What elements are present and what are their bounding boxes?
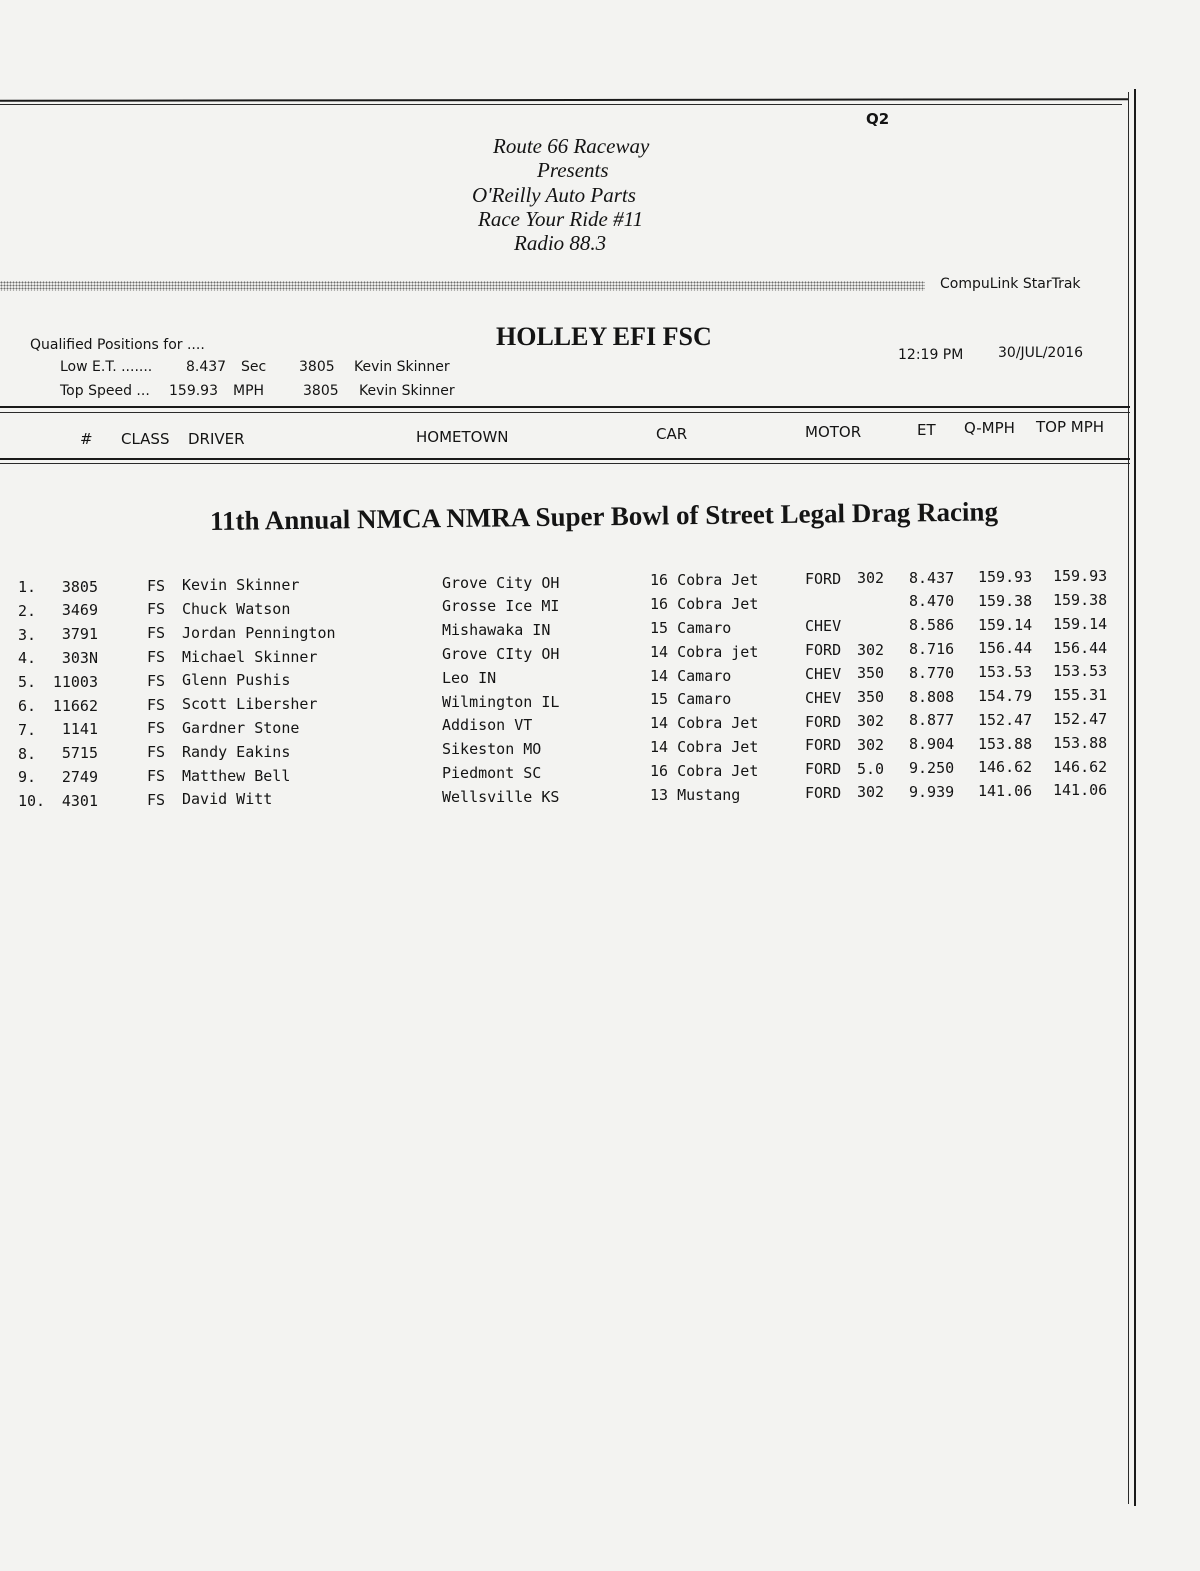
row-motor-engine: 302 (857, 640, 885, 659)
row-driver: Gardner Stone (182, 719, 300, 738)
top-speed-car-number: 3805 (303, 383, 339, 399)
column-header-q-mph: Q-MPH (964, 419, 1015, 437)
row-car-number: 303N (61, 649, 98, 668)
frame-right-line-inner (1128, 92, 1129, 1504)
row-class: FS (147, 600, 166, 619)
row-car: 14 Camaro (650, 666, 732, 685)
row-motor-engine: 350 (857, 688, 885, 707)
row-position: 3. (18, 625, 37, 644)
row-car: 15 Camaro (650, 618, 732, 637)
row-driver: Chuck Watson (182, 600, 291, 619)
row-hometown: Leo IN (442, 668, 497, 687)
row-top-mph: 159.38 (1053, 590, 1108, 609)
top-speed-label: Top Speed ... (60, 383, 150, 399)
row-q-mph: 141.06 (978, 782, 1033, 801)
row-motor-engine: 5.0 (857, 759, 885, 778)
row-et: 8.808 (909, 687, 955, 706)
row-position: 8. (18, 744, 37, 763)
row-car-number: 3791 (61, 625, 98, 644)
sponsor-line-5: Radio 88.3 (514, 231, 607, 255)
row-driver: Jordan Pennington (182, 623, 336, 642)
row-motor-make: FORD (805, 783, 842, 802)
row-driver: Scott Libersher (182, 695, 318, 714)
top-speed-unit: MPH (233, 383, 265, 399)
row-class: FS (147, 576, 166, 595)
column-header-top-mph: TOP MPH (1036, 418, 1105, 436)
row-top-mph: 152.47 (1053, 709, 1108, 728)
row-hometown: Grove City OH (442, 573, 560, 592)
sponsor-line-3: O'Reilly Auto Parts (472, 183, 636, 207)
sponsor-line-2: Presents (537, 158, 609, 182)
row-car-number: 3805 (61, 577, 98, 596)
row-position: 7. (18, 720, 37, 739)
row-q-mph: 152.47 (978, 710, 1033, 729)
row-top-mph: 159.93 (1053, 567, 1108, 586)
column-header-driver: DRIVER (188, 430, 245, 448)
column-header-car: CAR (656, 425, 688, 443)
report-date: 30/JUL/2016 (998, 345, 1084, 361)
row-hometown: Mishawaka IN (442, 621, 551, 640)
top-speed-driver: Kevin Skinner (359, 383, 455, 399)
low-et-driver: Kevin Skinner (354, 359, 450, 375)
row-et: 8.904 (909, 735, 955, 754)
low-et-unit: Sec (241, 359, 267, 375)
row-motor-engine: 302 (857, 712, 885, 730)
row-class: FS (147, 767, 166, 786)
row-et: 8.877 (909, 711, 955, 730)
top-speed-value: 159.93 (169, 383, 218, 399)
sponsor-line-4: Race Your Ride #11 (478, 207, 644, 231)
sponsor-line-1: Route 66 Raceway (493, 134, 650, 158)
row-et: 8.770 (909, 663, 955, 682)
row-position: 5. (18, 673, 37, 692)
row-class: FS (147, 743, 166, 762)
row-motor-make: CHEV (805, 617, 842, 636)
event-title: 11th Annual NMCA NMRA Super Bowl of Street Legal Drag Racing (209, 496, 999, 536)
row-motor-engine: 302 (857, 783, 885, 802)
row-driver: David Witt (182, 790, 273, 809)
column-header-number: # (80, 430, 93, 448)
report-time: 12:19 PM (898, 347, 964, 363)
low-et-value: 8.437 (186, 359, 227, 375)
row-hometown: Wellsville KS (442, 787, 560, 806)
row-position: 4. (18, 649, 37, 668)
row-motor-make: FORD (805, 760, 842, 779)
row-class: FS (147, 695, 166, 714)
row-position: 1. (18, 578, 37, 596)
column-header-class: CLASS (121, 430, 170, 448)
row-top-mph: 156.44 (1053, 638, 1108, 657)
row-class: FS (147, 719, 166, 738)
row-car-number: 2749 (61, 768, 98, 787)
row-car: 16 Cobra Jet (650, 571, 759, 590)
frame-right-line-outer (1134, 89, 1136, 1506)
row-q-mph: 146.62 (978, 758, 1033, 777)
row-motor-make: FORD (805, 569, 842, 588)
session-code: Q2 (866, 110, 890, 128)
dotted-separator (0, 281, 925, 291)
row-car-number: 1141 (61, 720, 98, 739)
row-hometown: Sikeston MO (442, 740, 542, 759)
row-car-number: 3469 (61, 601, 98, 620)
row-class: FS (147, 671, 166, 690)
row-q-mph: 154.79 (978, 686, 1033, 705)
row-car: 15 Camaro (650, 690, 732, 709)
column-header-et: ET (917, 421, 936, 439)
row-hometown: Addison VT (442, 716, 533, 735)
row-car-number: 11662 (52, 696, 98, 715)
row-car-number: 4301 (61, 791, 98, 810)
row-hometown: Piedmont SC (442, 763, 542, 782)
row-motor-engine: 350 (857, 664, 885, 683)
header-divider-bottom (0, 458, 1130, 460)
row-class: FS (147, 648, 166, 667)
row-q-mph: 159.38 (978, 591, 1033, 610)
row-et: 8.586 (909, 616, 955, 635)
row-car-number: 11003 (52, 672, 98, 691)
row-top-mph: 153.53 (1053, 662, 1108, 681)
row-position: 6. (18, 697, 37, 715)
column-header-motor: MOTOR (805, 423, 862, 441)
low-et-car-number: 3805 (299, 359, 335, 375)
row-et: 8.437 (909, 568, 955, 587)
row-q-mph: 153.53 (978, 663, 1033, 682)
row-driver: Randy Eakins (182, 742, 291, 761)
row-top-mph: 159.14 (1053, 614, 1108, 633)
row-car: 16 Cobra Jet (650, 595, 759, 614)
row-class: FS (147, 790, 166, 809)
row-motor-make: FORD (805, 712, 842, 731)
row-hometown: Grosse Ice MI (442, 597, 560, 616)
row-driver: Kevin Skinner (182, 576, 300, 595)
row-hometown: Grove CIty OH (442, 644, 560, 663)
low-et-label: Low E.T. ....... (60, 359, 153, 375)
system-name: CompuLink StarTrak (940, 276, 1081, 292)
class-title: HOLLEY EFI FSC (496, 322, 712, 351)
row-top-mph: 153.88 (1053, 733, 1108, 752)
row-driver: Michael Skinner (182, 647, 318, 666)
row-car: 13 Mustang (650, 785, 741, 804)
frame-top-line (0, 98, 1128, 102)
row-et: 9.250 (909, 759, 955, 778)
row-position: 2. (18, 601, 37, 620)
row-top-mph: 155.31 (1053, 686, 1108, 705)
row-q-mph: 153.88 (978, 734, 1033, 753)
row-et: 8.470 (909, 592, 955, 611)
qualified-positions-heading: Qualified Positions for .... (30, 337, 205, 353)
row-driver: Matthew Bell (182, 766, 291, 785)
header-divider-bottom-inner (0, 463, 1130, 464)
row-car: 14 Cobra Jet (650, 737, 759, 756)
row-et: 9.939 (909, 782, 955, 801)
frame-top-line-inner (0, 104, 1122, 105)
header-divider-top (0, 406, 1130, 408)
row-motor-make: CHEV (805, 688, 842, 707)
row-motor-make: FORD (805, 736, 842, 755)
column-header-hometown: HOMETOWN (416, 428, 509, 446)
row-driver: Glenn Pushis (182, 671, 291, 690)
row-et: 8.716 (909, 640, 955, 659)
row-car: 14 Cobra Jet (650, 714, 759, 733)
row-motor-make: CHEV (805, 664, 842, 683)
row-car-number: 5715 (61, 744, 98, 763)
row-motor-make: FORD (805, 641, 842, 660)
header-divider-top-inner (0, 412, 1130, 413)
row-motor-engine: 302 (857, 569, 885, 588)
row-position: 10. (18, 792, 46, 811)
row-motor-engine: 302 (857, 735, 885, 754)
row-top-mph: 141.06 (1053, 781, 1108, 800)
row-top-mph: 146.62 (1053, 757, 1108, 776)
row-car: 14 Cobra jet (650, 642, 759, 661)
row-hometown: Wilmington IL (442, 692, 560, 711)
row-class: FS (147, 624, 166, 643)
row-q-mph: 159.93 (978, 567, 1033, 586)
row-position: 9. (18, 768, 37, 787)
row-car: 16 Cobra Jet (650, 761, 759, 780)
row-q-mph: 159.14 (978, 615, 1033, 634)
row-q-mph: 156.44 (978, 639, 1033, 658)
